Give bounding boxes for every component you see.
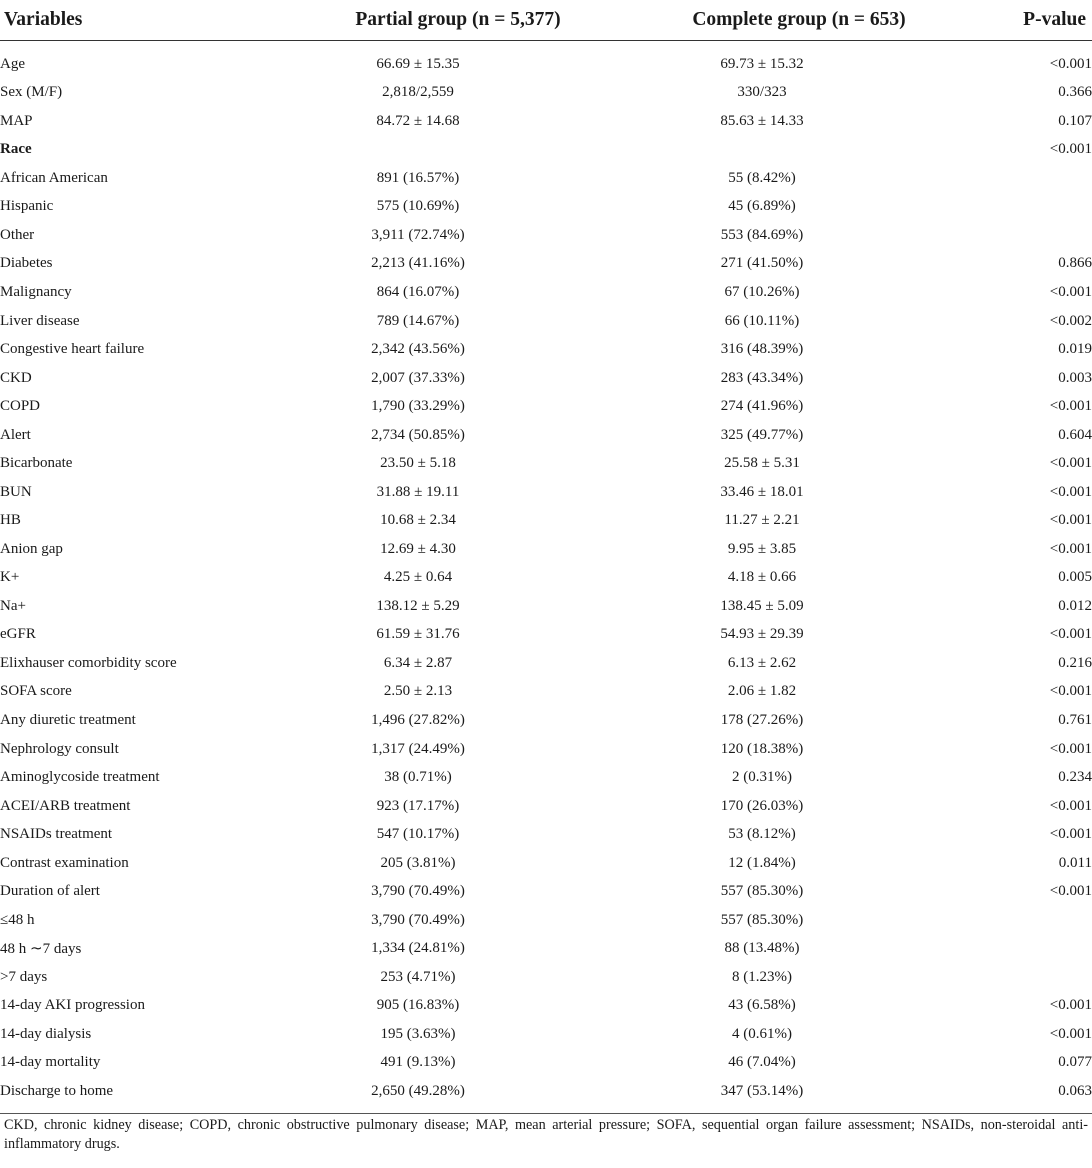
row-p-value	[950, 193, 1092, 222]
table-row	[0, 820, 1092, 849]
row-complete-value: 283 (43.34%)	[720, 369, 804, 386]
row-p-value: 0.604	[1058, 426, 1092, 443]
row-variable: COPD	[0, 398, 41, 415]
row-complete-value: 53 (8.12%)	[728, 826, 796, 843]
row-complete-value: 4.18 ± 0.66	[727, 569, 797, 586]
table-footnote: CKD, chronic kidney disease; COPD, chronic obstructive pulmonary disease; MAP, mean arterial pressure; SOFA, sequential organ failure assessment; NSAIDs, non-steroidal anti-inflammatory drugs.	[4, 1117, 1088, 1152]
row-variable: Contrast examination	[0, 854, 129, 871]
table-row	[0, 307, 1092, 336]
table-row	[0, 592, 1092, 621]
row-p-value: <0.001	[1049, 398, 1092, 415]
row-p-value: <0.001	[1049, 455, 1092, 472]
table-row	[0, 164, 1092, 193]
row-p-value: 0.011	[1058, 854, 1092, 871]
row-p-value: 0.003	[1058, 369, 1092, 386]
row-variable: Age	[0, 55, 25, 72]
row-partial-value: 3,911 (72.74%)	[371, 226, 465, 243]
row-complete-value: 66 (10.11%)	[724, 312, 800, 329]
table-row	[0, 706, 1092, 735]
row-partial-value: 84.72 ± 14.68	[376, 112, 460, 129]
row-variable: Sex (M/F)	[0, 84, 63, 101]
row-variable: HB	[0, 512, 21, 529]
row-partial-value: 491 (9.13%)	[380, 1054, 456, 1071]
row-variable: 14-day AKI progression	[0, 997, 145, 1014]
table-row	[0, 50, 1092, 79]
table-row	[0, 421, 1092, 450]
row-complete-value: 271 (41.50%)	[720, 255, 804, 272]
row-variable: eGFR	[0, 626, 36, 643]
table-row	[0, 535, 1092, 564]
row-p-value	[950, 963, 1092, 992]
row-p-value: 0.077	[1058, 1054, 1092, 1071]
row-variable: NSAIDs treatment	[0, 826, 113, 843]
header-complete-group: Complete group (n = 653)	[692, 9, 906, 30]
row-variable: Discharge to home	[0, 1082, 114, 1099]
row-complete-value: 85.63 ± 14.33	[720, 112, 804, 129]
row-partial-value: 905 (16.83%)	[376, 997, 460, 1014]
table-row	[0, 1049, 1092, 1078]
row-partial-value: 138.12 ± 5.29	[376, 597, 460, 614]
row-partial-value: 38 (0.71%)	[384, 769, 452, 786]
row-variable: Alert	[0, 426, 31, 443]
row-complete-value: 69.73 ± 15.32	[720, 55, 804, 72]
row-complete-value	[574, 136, 950, 165]
row-variable: 14-day mortality	[0, 1054, 101, 1071]
row-variable: African American	[0, 169, 108, 186]
row-variable: Aminoglycoside treatment	[0, 769, 160, 786]
table-row	[0, 1077, 1092, 1106]
row-partial-value: 6.34 ± 2.87	[383, 654, 453, 671]
row-variable: Nephrology consult	[0, 740, 119, 757]
row-variable: CKD	[0, 369, 32, 386]
row-variable: Congestive heart failure	[0, 341, 145, 358]
row-variable: Na+	[0, 597, 26, 614]
row-p-value: 0.366	[1058, 84, 1092, 101]
row-variable: Elixhauser comorbidity score	[0, 654, 177, 671]
row-complete-value: 9.95 ± 3.85	[727, 540, 797, 557]
row-p-value: <0.001	[1049, 797, 1092, 814]
row-complete-value: 325 (49.77%)	[720, 426, 804, 443]
row-complete-value: 25.58 ± 5.31	[724, 455, 800, 472]
row-complete-value: 316 (48.39%)	[720, 341, 804, 358]
row-variable: Duration of alert	[0, 883, 100, 900]
row-variable: 14-day dialysis	[0, 1025, 92, 1042]
row-complete-value: 557 (85.30%)	[720, 883, 804, 900]
row-p-value	[950, 164, 1092, 193]
row-complete-value: 46 (7.04%)	[728, 1054, 796, 1071]
row-partial-value: 2,007 (37.33%)	[371, 369, 465, 386]
table-row	[0, 335, 1092, 364]
row-partial-value	[262, 136, 574, 165]
row-p-value: <0.001	[1049, 740, 1092, 757]
row-p-value: 0.761	[1058, 711, 1092, 728]
row-variable: ≤48 h	[0, 911, 35, 928]
table-row	[0, 621, 1092, 650]
row-complete-value: 55 (8.42%)	[728, 169, 796, 186]
row-p-value: <0.001	[1049, 141, 1092, 158]
row-complete-value: 557 (85.30%)	[720, 911, 804, 928]
row-p-value: <0.001	[1049, 826, 1092, 843]
row-partial-value: 2.50 ± 2.13	[383, 683, 453, 700]
row-partial-value: 923 (17.17%)	[376, 797, 460, 814]
row-complete-value: 45 (6.89%)	[728, 198, 796, 215]
row-p-value: 0.234	[1058, 769, 1092, 786]
row-partial-value: 4.25 ± 0.64	[383, 569, 453, 586]
row-complete-value: 2 (0.31%)	[732, 769, 792, 786]
row-partial-value: 1,790 (33.29%)	[371, 398, 465, 415]
table-row	[0, 79, 1092, 108]
row-p-value: <0.001	[1049, 626, 1092, 643]
row-complete-value: 43 (6.58%)	[728, 997, 796, 1014]
row-partial-value: 205 (3.81%)	[380, 854, 456, 871]
row-variable: Any diuretic treatment	[0, 711, 136, 728]
row-partial-value: 1,496 (27.82%)	[371, 711, 465, 728]
table-row	[0, 963, 1092, 992]
row-variable: Race	[0, 141, 32, 158]
row-partial-value: 61.59 ± 31.76	[376, 626, 460, 643]
row-p-value: <0.001	[1049, 483, 1092, 500]
row-variable: Malignancy	[0, 284, 72, 301]
row-variable: ACEI/ARB treatment	[0, 797, 131, 814]
row-partial-value: 66.69 ± 15.35	[376, 55, 460, 72]
table-row	[0, 649, 1092, 678]
row-partial-value: 10.68 ± 2.34	[380, 512, 456, 529]
row-partial-value: 864 (16.07%)	[376, 284, 460, 301]
row-partial-value: 2,650 (49.28%)	[371, 1082, 465, 1099]
row-variable: Bicarbonate	[0, 455, 73, 472]
row-p-value: <0.001	[1049, 284, 1092, 301]
table-row	[0, 678, 1092, 707]
row-variable: MAP	[0, 112, 33, 129]
table-row	[0, 992, 1092, 1021]
table-row	[0, 507, 1092, 536]
row-complete-value: 2.06 ± 1.82	[727, 683, 797, 700]
row-partial-value: 3,790 (70.49%)	[371, 911, 465, 928]
row-p-value: 0.012	[1058, 597, 1092, 614]
row-partial-value: 2,734 (50.85%)	[371, 426, 465, 443]
table-row	[0, 564, 1092, 593]
row-complete-value: 178 (27.26%)	[720, 711, 804, 728]
row-variable: Diabetes	[0, 255, 53, 272]
table-row	[0, 906, 1092, 935]
row-complete-value: 54.93 ± 29.39	[720, 626, 804, 643]
row-complete-value: 88 (13.48%)	[724, 940, 800, 957]
table-row	[0, 934, 1092, 963]
table-row	[0, 449, 1092, 478]
table-row	[0, 107, 1092, 136]
table-row	[0, 1020, 1092, 1049]
header-variables: Variables	[4, 9, 83, 30]
row-complete-value: 553 (84.69%)	[720, 226, 804, 243]
row-partial-value: 2,342 (43.56%)	[371, 341, 465, 358]
row-variable: >7 days	[0, 968, 48, 985]
row-complete-value: 347 (53.14%)	[720, 1082, 804, 1099]
row-variable: K+	[0, 569, 20, 586]
table-row	[0, 364, 1092, 393]
row-partial-value: 31.88 ± 19.11	[376, 483, 460, 500]
row-variable: Hispanic	[0, 198, 54, 215]
row-partial-value: 2,818/2,559	[382, 84, 454, 101]
table-row	[0, 250, 1092, 279]
row-partial-value: 195 (3.63%)	[380, 1025, 456, 1042]
row-complete-value: 170 (26.03%)	[720, 797, 804, 814]
table-row	[0, 763, 1092, 792]
table-header	[0, 0, 1092, 41]
row-complete-value: 8 (1.23%)	[732, 968, 792, 985]
row-partial-value: 12.69 ± 4.30	[380, 540, 456, 557]
row-p-value: <0.002	[1049, 312, 1092, 329]
row-complete-value: 138.45 ± 5.09	[720, 597, 804, 614]
row-p-value: 0.216	[1058, 654, 1092, 671]
row-p-value: 0.107	[1058, 112, 1092, 129]
table-row	[0, 278, 1092, 307]
row-complete-value: 67 (10.26%)	[724, 284, 800, 301]
table-row	[0, 849, 1092, 878]
row-partial-value: 891 (16.57%)	[376, 169, 460, 186]
row-complete-value: 274 (41.96%)	[720, 398, 804, 415]
row-p-value: 0.005	[1058, 569, 1092, 586]
table-row	[0, 193, 1092, 222]
table-row	[0, 735, 1092, 764]
row-p-value	[950, 906, 1092, 935]
row-variable: 48 h ∼7 days	[0, 941, 82, 958]
row-complete-value: 11.27 ± 2.21	[724, 512, 800, 529]
row-p-value: 0.866	[1058, 255, 1092, 272]
row-p-value	[950, 221, 1092, 250]
row-variable: SOFA score	[0, 683, 72, 700]
row-complete-value: 120 (18.38%)	[720, 740, 804, 757]
row-partial-value: 575 (10.69%)	[376, 198, 460, 215]
row-partial-value: 547 (10.17%)	[376, 826, 460, 843]
row-complete-value: 4 (0.61%)	[732, 1025, 792, 1042]
row-variable: Other	[0, 226, 35, 243]
table-row	[0, 221, 1092, 250]
row-p-value: <0.001	[1049, 997, 1092, 1014]
row-partial-value: 253 (4.71%)	[380, 968, 456, 985]
row-partial-value: 2,213 (41.16%)	[371, 255, 465, 272]
row-partial-value: 23.50 ± 5.18	[380, 455, 456, 472]
row-p-value: <0.001	[1049, 540, 1092, 557]
row-p-value	[950, 934, 1092, 963]
row-p-value: <0.001	[1049, 1025, 1092, 1042]
row-partial-value: 1,334 (24.81%)	[371, 940, 465, 957]
row-variable: BUN	[0, 483, 32, 500]
row-complete-value: 33.46 ± 18.01	[720, 483, 804, 500]
table-row	[0, 136, 1092, 165]
row-variable: Liver disease	[0, 312, 80, 329]
table-row	[0, 877, 1092, 906]
header-p-value: P-value	[1023, 9, 1086, 30]
row-partial-value: 1,317 (24.49%)	[371, 740, 465, 757]
table-row	[0, 392, 1092, 421]
row-p-value: 0.019	[1058, 341, 1092, 358]
table-body	[0, 50, 1092, 1106]
row-p-value: <0.001	[1049, 512, 1092, 529]
row-p-value: <0.001	[1049, 883, 1092, 900]
row-complete-value: 330/323	[737, 84, 787, 101]
row-complete-value: 6.13 ± 2.62	[727, 654, 797, 671]
row-p-value: <0.001	[1049, 55, 1092, 72]
row-variable: Anion gap	[0, 540, 63, 557]
table-row	[0, 478, 1092, 507]
row-p-value: <0.001	[1049, 683, 1092, 700]
row-complete-value: 12 (1.84%)	[728, 854, 796, 871]
row-p-value: 0.063	[1058, 1082, 1092, 1099]
row-partial-value: 789 (14.67%)	[376, 312, 460, 329]
header-partial-group: Partial group (n = 5,377)	[355, 9, 561, 30]
row-partial-value: 3,790 (70.49%)	[371, 883, 465, 900]
table-row	[0, 792, 1092, 821]
